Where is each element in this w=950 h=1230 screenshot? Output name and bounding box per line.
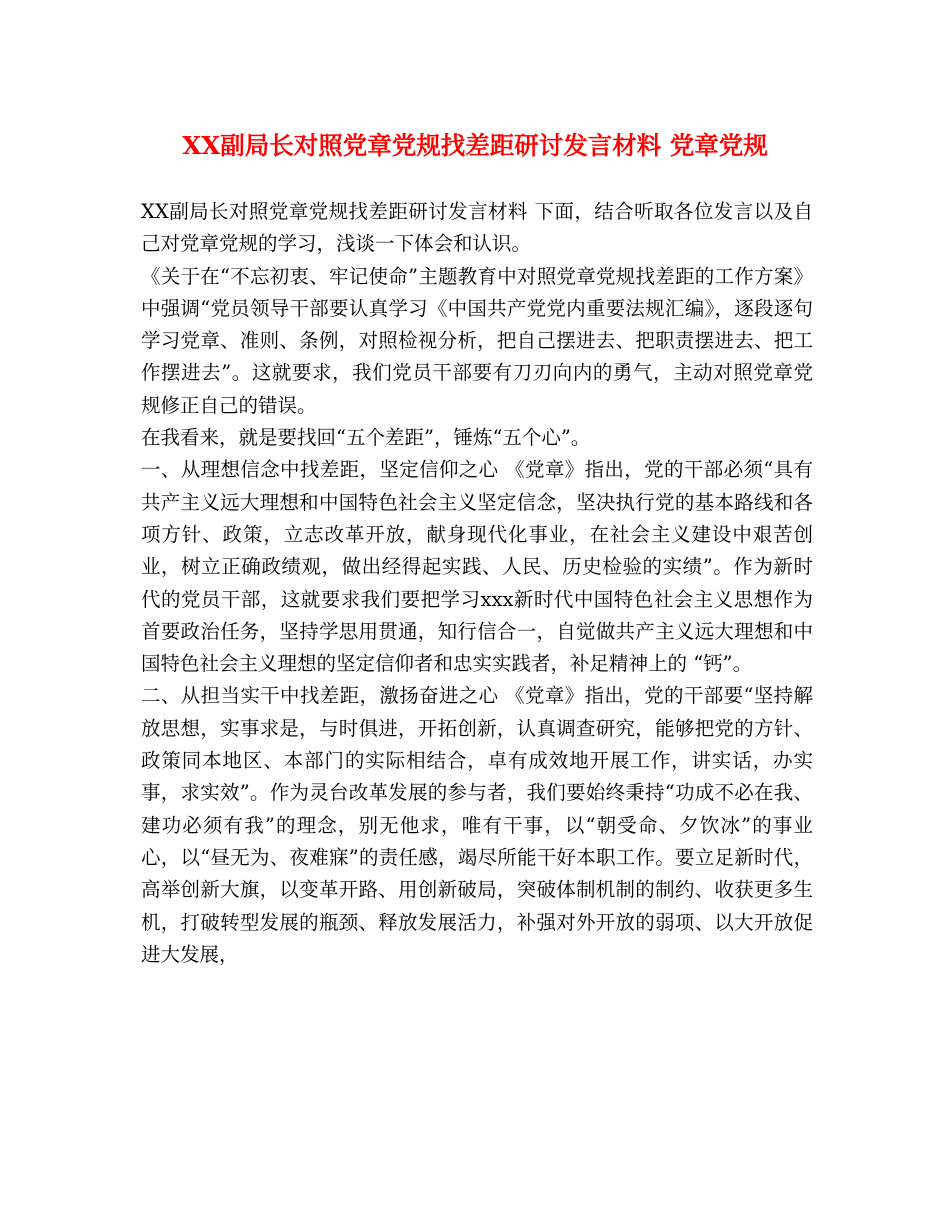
paragraph-five-gaps: 在我看来，就是要找回“五个差距”，锤炼“五个心”。 <box>141 426 591 450</box>
paragraph-section-two: 二、从担当实干中找差距，激扬奋进之心 《党章》指出，党的干部要“坚持解放思想，实事求是，与时俱进，开拓创新，认真调查研究，能够把党的方针、政策同本地区、本部门的实际相结合，卓有成效地开展工作，讲实话，办实事，求实效”。作为灵台改革发展的参与者，我们要始终秉持“功成不必在我、建功必须有我”的理念，别无他求，唯有干事，以“朝受命、夕饮冰”的事业心，以“昼无为、夜难寐”的责任感，竭尽所能干好本职工作。要立足新时代，高举创新大旗，以变革开路、用创新破局，突破体制机制的制约、收获更多生机，打破转型发展的瓶颈、释放发展活力，补强对外开放的弱项、以大开放促进大发展， <box>141 684 813 966</box>
paragraph-section-one: 一、从理想信念中找差距，坚定信仰之心 《党章》指出，党的干部必须“具有共产主义远大理想和中国特色社会主义坚定信念，坚决执行党的基本路线和各项方针、政策，立志改革开放，献身现代化事业，在社会主义建设中艰苦创业，树立正确政绩观，做出经得起实践、人民、历史检验的实绩”。作为新时代的党员干部，这就要求我们要把学习xxx新时代中国特色社会主义思想作为首要政治任务，坚持学思用贯通，知行信合一，自觉做共产主义远大理想和中国特色社会主义理想的坚定信仰者和忠实实践者，补足精神上的 “钙”。 <box>141 458 813 676</box>
document-body <box>141 196 813 971</box>
document-title: XX副局长对照党章党规找差距研讨发言材料 党章党规 <box>182 131 768 160</box>
paragraph-work-plan: 《关于在“不忘初衷、牢记使命”主题教育中对照党章党规找差距的工作方案》中强调“党员领导干部要认真学习《中国共产党党内重要法规汇编》，逐段逐句学习党章、准则、条例，对照检视分析，把自己摆进去、把职责摆进去、把工作摆进去”。这就要求，我们党员干部要有刀刃向内的勇气，主动对照党章党规修正自己的错误。 <box>141 264 813 417</box>
paragraph-intro: XX副局长对照党章党规找差距研讨发言材料 下面，结合听取各位发言以及自己对党章党规的学习，浅谈一下体会和认识。 <box>141 200 813 256</box>
